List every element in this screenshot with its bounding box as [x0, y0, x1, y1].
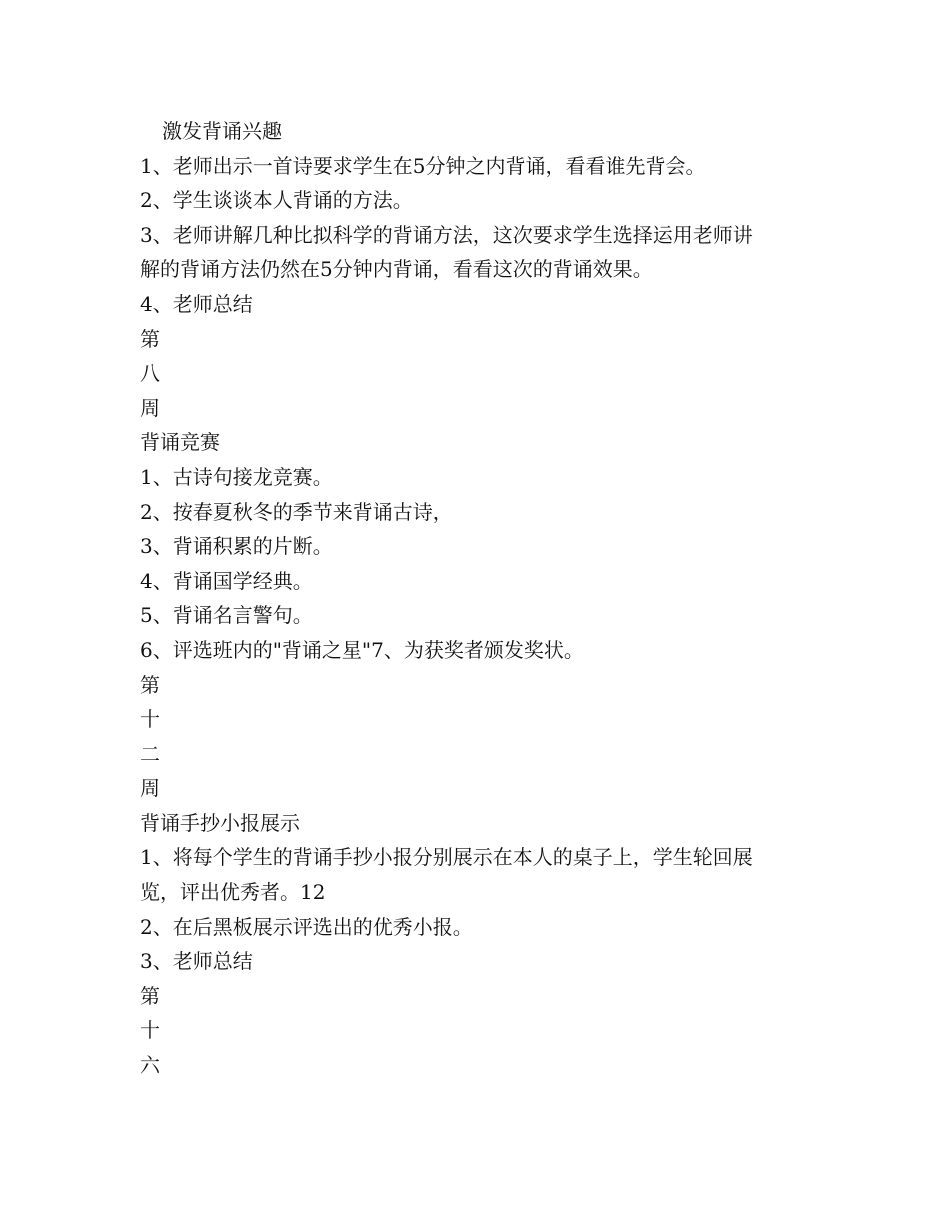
section-heading: 背诵竞赛 [140, 430, 220, 455]
text-line: 解的背诵方法仍然在5分钟内背诵，看看这次的背诵效果。 [140, 257, 653, 282]
text-line: 1、古诗句接龙竞赛。 [140, 464, 333, 489]
week-label-char: 周 [140, 776, 160, 801]
text-line: 2、学生谈谈本人背诵的方法。 [140, 188, 413, 213]
text-line: 览，评出优秀者。12 [140, 880, 326, 905]
week-label-char: 第 [140, 983, 160, 1008]
section-heading: 激发背诵兴趣 [162, 119, 282, 143]
week-label-char: 周 [140, 395, 160, 420]
document-body [140, 114, 830, 1083]
week-label-char: 六 [140, 1053, 160, 1078]
text-line: 1、老师出示一首诗要求学生在5分钟之内背诵，看看谁先背会。 [140, 153, 706, 178]
text-line: 3、老师总结 [140, 949, 253, 974]
text-line: 1、将每个学生的背诵手抄小报分别展示在本人的桌子上，学生轮回展 [140, 845, 753, 870]
week-label-char: 十 [140, 1018, 160, 1043]
text-line: 3、背诵积累的片断。 [140, 534, 333, 559]
text-line: 2、在后黑板展示评选出的优秀小报。 [140, 914, 473, 939]
week-label-char: 二 [140, 741, 160, 766]
week-label-char: 第 [140, 326, 160, 351]
week-label-char: 第 [140, 672, 160, 697]
text-line: 3、老师讲解几种比拟科学的背诵方法，这次要求学生选择运用老师讲 [140, 222, 753, 247]
text-line: 5、背诵名言警句。 [140, 603, 313, 628]
text-line: 4、背诵国学经典。 [140, 568, 313, 593]
text-line: 2、按春夏秋冬的季节来背诵古诗， [140, 499, 453, 524]
text-line: 6、评选班内的"背诵之星"7、为获奖者颁发奖状。 [140, 637, 584, 662]
week-label-char: 八 [140, 361, 160, 386]
text-line: 4、老师总结 [140, 291, 253, 316]
week-label-char: 十 [140, 707, 160, 732]
section-heading: 背诵手抄小报展示 [140, 810, 300, 835]
